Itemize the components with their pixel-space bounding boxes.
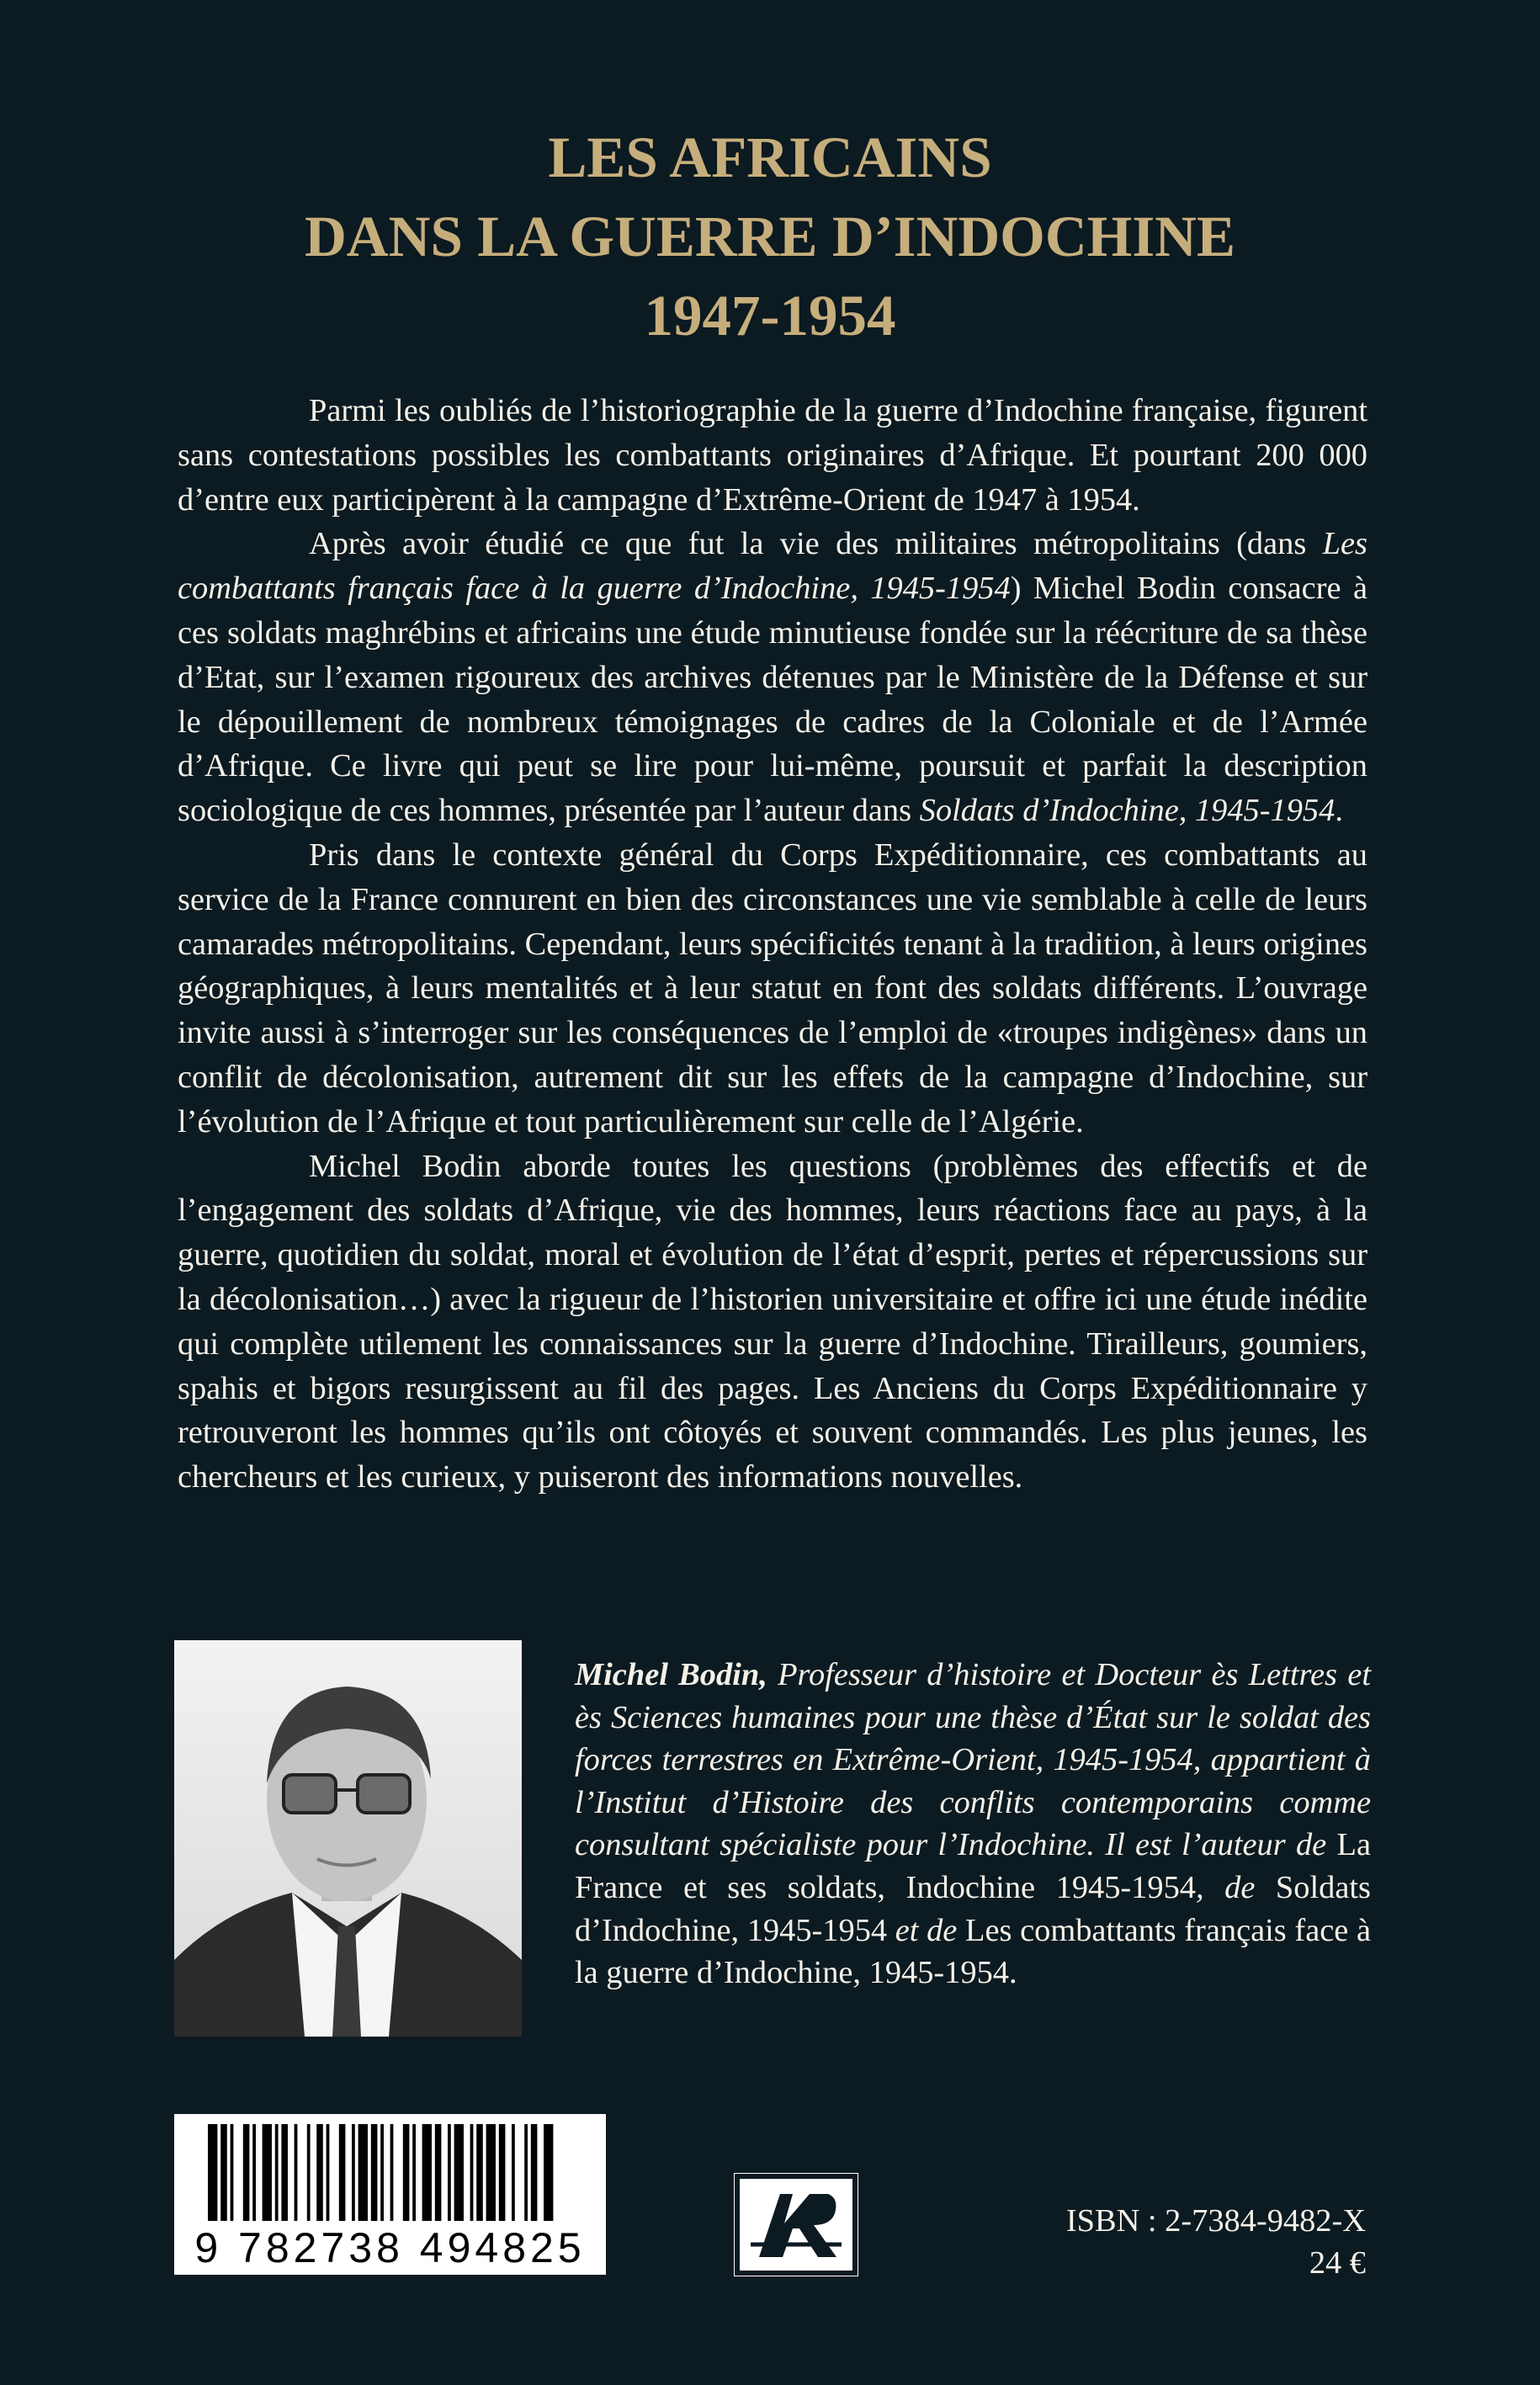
barcode-bar (448, 2124, 451, 2221)
barcode-bar (512, 2124, 515, 2221)
barcode-bar (470, 2124, 474, 2221)
paragraph-1: Parmi les oubliés de l’historiographie de la guerre d’Indochine française, figurent sans contestations possibles les combattants originaires d’Afrique. Et pourtant 200 000 d’entre eux participèrent à la campagne d’Extrême-Orient de 1947 à 1954. (178, 393, 1367, 518)
barcode-bar (220, 2124, 227, 2221)
publisher-logo (734, 2173, 858, 2276)
barcode-bar (435, 2124, 442, 2221)
barcode-bar (263, 2124, 272, 2221)
barcode-bars-icon (174, 2114, 606, 2228)
barcode-bar (307, 2124, 311, 2221)
price: 24 € (1309, 2245, 1366, 2281)
paragraph-3: Pris dans le contexte général du Corps Expéditionnaire, ces combattants au service de la France connurent en bien des circonstances une vie semblable à celle de leurs camarades métropolitains. Cependant, leurs spécificités tenant à la tradition, à leurs origines géographiques, à leurs mentalités et à leur statut en font des soldats différents. L’ouvrage invite aussi à s’interroger sur les conséquences de l’emploi de «troupes indigènes» dans un conflit de décolonisation, autrement dit sur les effets de la campagne d’Indochine, sur l’évolution de l’Afrique et tout particulièrement sur celle de l’Algérie. (178, 837, 1367, 1139)
barcode-bar (476, 2124, 483, 2221)
barcode-bar (252, 2124, 256, 2221)
publisher-logo-icon (734, 2173, 858, 2276)
barcode-bar (243, 2124, 250, 2221)
bio-book-1: La France et ses soldats, Indochine 1945-1954 (575, 1827, 1371, 1905)
author-portrait-image (174, 1640, 522, 2037)
barcode-bar (339, 2124, 346, 2221)
isbn-number: ISBN : 2-7384-9482-X (1065, 2203, 1366, 2239)
bio-book-3: Les combattants français face à la guerre d’Indochine, 1945-1954 (575, 1912, 1372, 1991)
barcode-bar (531, 2124, 538, 2221)
blurb (178, 389, 1367, 1500)
bio-text-4: . (1008, 1955, 1017, 1991)
barcode-bar (352, 2124, 355, 2221)
paragraph-2-text-c: ) Michel Bodin consacre à ces soldats maghrébins et africains une étude minutieuse fondée sur la réécriture de sa thèse d’Etat, sur l’examen rigoureux des archives détenues par le Ministère de la Défense et sur le dépouillement de nombreux témoignages de cadres de la Coloniale et de l’Armée d’Afrique. Ce livre qui peut se lire pour lui-même, poursuit et parfait la description sociologique de ces hommes, présentée par l’auteur dans (178, 571, 1367, 829)
barcode-bar (390, 2124, 394, 2221)
barcode-bar (524, 2124, 528, 2221)
paragraph-2 (178, 522, 1367, 833)
barcode (174, 2114, 606, 2275)
barcode-bar (358, 2124, 368, 2221)
barcode-bar (380, 2124, 384, 2221)
barcode-bar (281, 2124, 288, 2221)
book-reference-combattants: Les combattants français face à la guerre d’Indochine, 1945-1954 (178, 526, 1367, 607)
bio-text-1: Professeur d’histoire et Docteur ès Lettres et ès Sciences humaines pour une thèse d’État sur le soldat des forces terrestres en Extrême-Orient, 1945-1954, appartient à l’Institut d’Histoire des conflits contemporains comme consultant spécialiste pour l’Indochine. Il est l’auteur de (575, 1657, 1371, 1863)
barcode-bar (327, 2124, 330, 2221)
bio-book-2: Soldats d’Indochine, 1945-1954 (575, 1869, 1371, 1948)
barcode-bar (295, 2124, 298, 2221)
barcode-bar (208, 2124, 217, 2221)
bio-text-2: , de (1195, 1869, 1276, 1905)
author-photo (174, 1640, 522, 2037)
barcode-bar (544, 2124, 553, 2221)
book-reference-soldats: Soldats d’Indochine, 1945-1954 (919, 793, 1336, 829)
barcode-bar (275, 2124, 279, 2221)
barcode-bar (371, 2124, 378, 2221)
barcode-bar (412, 2124, 416, 2221)
barcode-bar (499, 2124, 506, 2221)
paragraph-2-text-a: Après avoir étudié ce que fut la vie des militaires métropolitains (dans (309, 526, 1323, 562)
paragraph-4: Michel Bodin aborde toutes les questions (problèmes des effectifs et de l’engagement des soldats d’Afrique, vie des hommes, leurs réactions face au pays, à la guerre, quotidien du soldat, moral et évolution de l’état d’esprit, pertes et répercussions sur la décolonisation…) avec la rigueur de l’historien universitaire et offre ici une étude inédite qui complète utilement les connaissances sur la guerre d’Indochine. Tirailleurs, goumiers, spahis et bigors resurgissent au fil des pages. Les Anciens du Corps Expéditionnaire y retrouveront les hommes qu’ils ont côtoyés et souvent commandés. Les plus jeunes, les chercheurs et les curieux, y puiseront des informations nouvelles. (178, 1148, 1367, 1495)
author-name: Michel Bodin, (575, 1657, 767, 1692)
barcode-bar (454, 2124, 464, 2221)
barcode-bar (231, 2124, 234, 2221)
title-line-1: LES AFRICAINS (548, 125, 992, 189)
paragraph-2-text-e: . (1335, 793, 1343, 829)
title-line-3: 1947-1954 (644, 284, 896, 348)
author-bio (575, 1654, 1371, 1995)
barcode-bar (316, 2124, 323, 2221)
barcode-digits: 9 782738 494825 (194, 2224, 586, 2271)
title-line-2: DANS LA GUERRE D’INDOCHINE (304, 205, 1236, 268)
barcode-bar (422, 2124, 432, 2221)
book-title (0, 118, 1540, 355)
bio-text-3: et de (887, 1912, 966, 1948)
barcode-bar (403, 2124, 410, 2221)
barcode-bar (486, 2124, 496, 2221)
